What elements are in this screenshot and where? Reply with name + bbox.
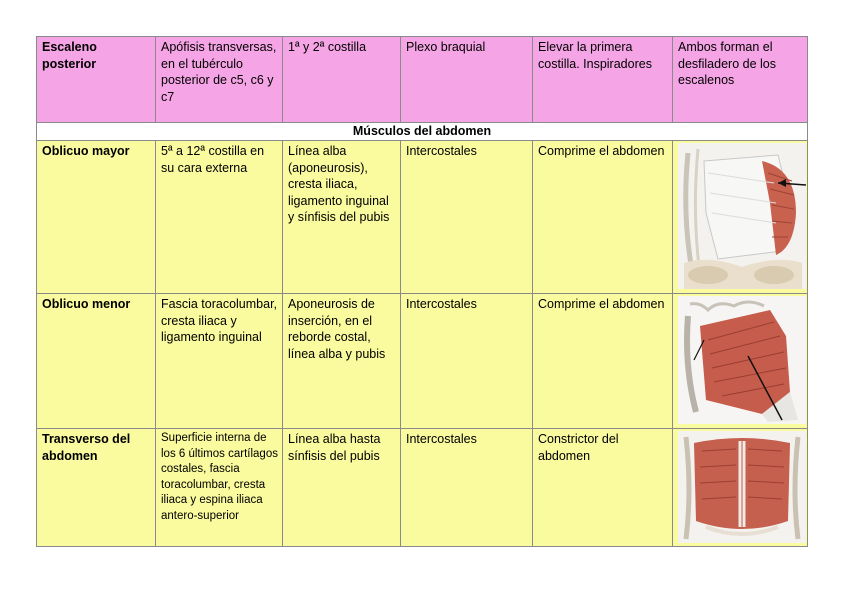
action-cell: Comprime el abdomen — [533, 141, 673, 294]
innervation-cell: Intercostales — [401, 294, 533, 429]
action-cell: Comprime el abdomen — [533, 294, 673, 429]
innervation-cell: Plexo braquial — [401, 37, 533, 123]
origin-cell: Superficie interna de los 6 últimos cartílagos costales, fascia toracolumbar, cresta iliaca y espina iliaca antero-superior — [156, 429, 283, 547]
table-row — [37, 429, 808, 547]
table-row — [37, 294, 808, 429]
table-row — [37, 37, 808, 123]
innervation-cell: Intercostales — [401, 141, 533, 294]
image-cell — [673, 294, 808, 429]
action-cell: Elevar la primera costilla. Inspiradores — [533, 37, 673, 123]
muscle-name-cell: Escaleno posterior — [37, 37, 156, 123]
notes-cell: Ambos forman el desfiladero de los escalenos — [673, 37, 808, 123]
action-cell: Constrictor del abdomen — [533, 429, 673, 547]
origin-cell: Fascia toracolumbar, cresta iliaca y ligamento inguinal — [156, 294, 283, 429]
insertion-cell: Línea alba (aponeurosis), cresta iliaca, ligamento inguinal y sínfisis del pubis — [283, 141, 401, 294]
insertion-cell: Línea alba hasta sínfisis del pubis — [283, 429, 401, 547]
muscle-name-cell: Transverso del abdomen — [37, 429, 156, 547]
muscle-table — [36, 36, 808, 547]
image-cell — [673, 429, 808, 547]
innervation-cell: Intercostales — [401, 429, 533, 547]
insertion-cell: Aponeurosis de inserción, en el reborde costal, línea alba y pubis — [283, 294, 401, 429]
section-header-row — [37, 123, 808, 141]
image-cell — [673, 141, 808, 294]
origin-cell: 5ª a 12ª costilla en su cara externa — [156, 141, 283, 294]
insertion-cell: 1ª y 2ª costilla — [283, 37, 401, 123]
muscle-name-cell: Oblicuo menor — [37, 294, 156, 429]
transverse-abdominis-illustration — [678, 431, 806, 543]
muscle-name-cell: Oblicuo mayor — [37, 141, 156, 294]
internal-oblique-illustration — [678, 296, 806, 424]
origin-cell: Apófisis transversas, en el tubérculo posterior de c5, c6 y c7 — [156, 37, 283, 123]
section-title: Músculos del abdomen — [37, 123, 808, 141]
table-row — [37, 141, 808, 294]
external-oblique-illustration — [678, 143, 806, 289]
